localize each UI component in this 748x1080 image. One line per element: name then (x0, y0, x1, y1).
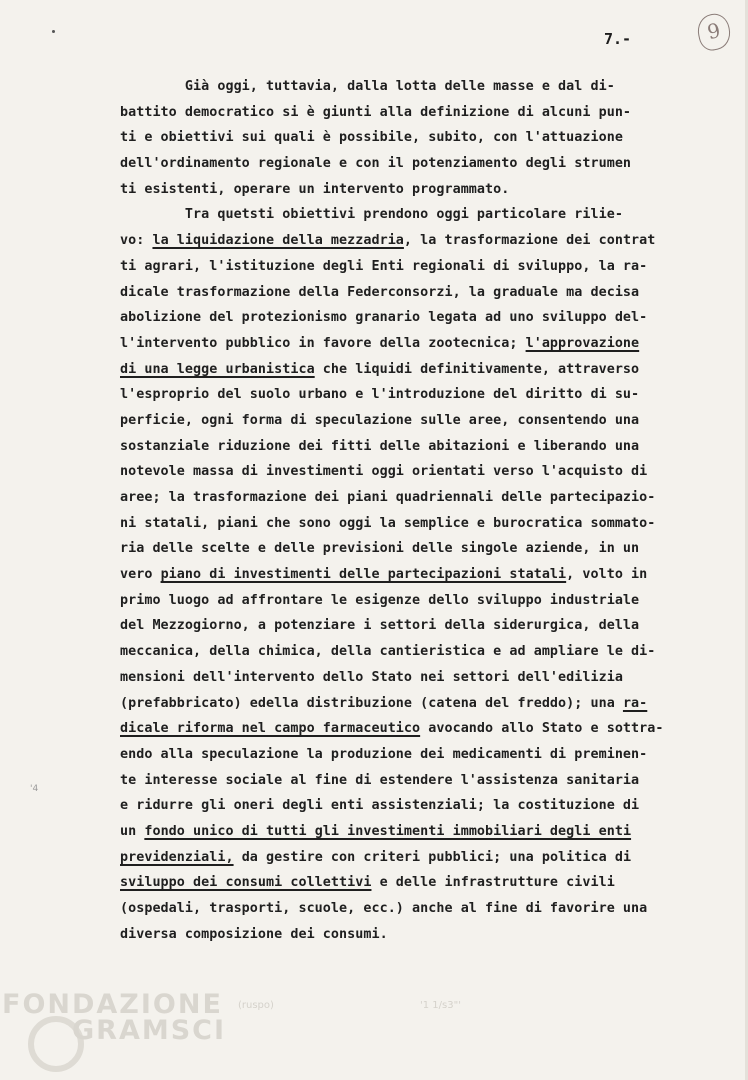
text-segment: dicale trasformazione della Federconsorzi, la graduale ma decisa (120, 284, 640, 300)
text-segment: , volto in (566, 567, 648, 583)
text-segment: vero (120, 567, 161, 583)
text-line (120, 459, 710, 485)
text-line (120, 357, 710, 383)
text-line (120, 511, 710, 537)
text-segment: da gestire con criteri pubblici; una politica di (233, 849, 632, 865)
text-line (120, 691, 710, 717)
text-line (120, 280, 710, 306)
ink-dot (52, 30, 55, 33)
watermark-line-1: FONDAZIONE (2, 989, 223, 1020)
text-line (120, 125, 710, 151)
text-line (120, 151, 710, 177)
text-line (120, 896, 710, 922)
text-line (120, 331, 710, 357)
underlined-phrase: l'approvazione (525, 335, 640, 351)
faint-bleed-text-2: '1 1/s3"' (420, 1000, 461, 1011)
text-line (120, 870, 710, 896)
text-segment: endo alla speculazione la produzione dei medicamenti di preminen- (120, 746, 648, 762)
text-segment: del Mezzogiorno, a potenziare i settori della siderurgica, della (120, 618, 640, 634)
text-segment: (ospedali, trasporti, scuole, ecc.) anche al fine di favorire una (120, 901, 648, 916)
text-line (120, 536, 710, 562)
text-segment: primo luogo ad affrontare le esigenze dello sviluppo industriale (120, 592, 640, 608)
underlined-phrase: piano di investimenti delle partecipazioni statali (160, 567, 567, 583)
text-segment: abolizione del protezionismo granario legata ad uno sviluppo del- (120, 310, 648, 326)
text-line (120, 588, 710, 614)
text-segment: sostanziale riduzione dei fitti delle abitazioni e liberando una (120, 438, 640, 454)
text-line (120, 742, 710, 768)
underlined-phrase: ra- (622, 695, 648, 711)
text-line (120, 845, 710, 871)
underlined-phrase: di una legge urbanistica (120, 361, 315, 377)
text-segment: diversa composizione dei consumi. (120, 926, 388, 942)
text-segment: e ridurre gli oneri degli enti assistenziali; la costituzione di (120, 798, 640, 814)
text-line (120, 562, 710, 588)
archive-page-stamp: 9 (695, 11, 734, 53)
text-line (120, 228, 710, 254)
text-segment: vo: (120, 233, 153, 249)
underlined-phrase: sviluppo dei consumi collettivi (120, 875, 372, 891)
text-segment: ni statali, piani che sono oggi la semplice e burocratica sommato- (120, 515, 656, 531)
text-segment: ti e obiettivi sui quali è possibile, subito, con l'attuazione (120, 130, 623, 146)
watermark-line-2: GRAMSCI (72, 1015, 227, 1046)
text-segment: l'esproprio del suolo urbano e l'introduzione del diritto di su- (120, 387, 640, 403)
archive-watermark (2, 989, 227, 1046)
text-segment: perficie, ogni forma di speculazione sulle aree, consentendo una (120, 412, 640, 428)
text-segment: aree; la trasformazione dei piani quadriennali delle partecipazio- (120, 490, 656, 505)
text-line (120, 434, 710, 460)
text-segment: (prefabbricato) edella distribuzione (catena del freddo); una (120, 695, 623, 711)
text-segment: che liquidi definitivamente, attraverso (314, 361, 640, 377)
text-line (120, 254, 710, 280)
text-segment: un (120, 823, 145, 839)
text-line (120, 665, 710, 691)
text-segment: te interesse sociale al fine di estendere l'assistenza sanitaria (120, 772, 640, 788)
underlined-phrase: fondo unico di tutti gli investimenti immobiliari degli enti (144, 823, 632, 839)
text-segment: battito democratico si è giunti alla definizione di alcuni pun- (120, 104, 632, 120)
text-segment: ria delle scelte e delle previsioni delle singole aziende, in un (120, 541, 640, 557)
underlined-phrase: la liquidazione della mezzadria (152, 233, 404, 249)
text-line (120, 74, 710, 100)
typewritten-body (120, 74, 710, 947)
text-segment: dell'ordinamento regionale e con il potenziamento degli strumen (120, 156, 632, 172)
text-line (120, 819, 710, 845)
text-segment: ti agrari, l'istituzione degli Enti regionali di sviluppo, la ra- (120, 258, 648, 274)
text-line (120, 613, 710, 639)
text-line (120, 485, 710, 511)
text-segment: mensioni dell'intervento dello Stato nei settori dell'edilizia (120, 669, 623, 685)
text-line (120, 716, 710, 742)
text-segment: ti esistenti, operare un intervento programmato. (120, 181, 510, 197)
text-segment: meccanica, della chimica, della cantieristica e ad ampliare le di- (120, 644, 656, 660)
text-line (120, 202, 710, 228)
text-segment: Tra quetsti obiettivi prendono oggi particolare rilie- (120, 207, 623, 223)
text-line (120, 100, 710, 126)
text-line (120, 408, 710, 434)
text-segment: avocando allo Stato e sottra- (420, 721, 664, 737)
margin-note: '4 (30, 784, 39, 794)
text-line (120, 922, 710, 948)
text-segment: e delle infrastrutture civili (371, 875, 615, 891)
faint-bleed-text-1: (ruspo) (238, 1000, 274, 1011)
text-line (120, 639, 710, 665)
text-line (120, 793, 710, 819)
text-line (120, 768, 710, 794)
text-line (120, 382, 710, 408)
text-segment: notevole massa di investimenti oggi orientati verso l'acquisto di (120, 464, 648, 480)
page-number: 7.- (604, 30, 632, 48)
text-segment: Già oggi, tuttavia, dalla lotta delle masse e dal di- (120, 79, 615, 94)
text-segment: , la trasformazione dei contrat (403, 233, 656, 249)
underlined-phrase: previdenziali, (120, 849, 234, 865)
text-line (120, 305, 710, 331)
text-segment: l'intervento pubblico in favore della zootecnica; (120, 335, 526, 351)
text-line (120, 177, 710, 203)
underlined-phrase: dicale riforma nel campo farmaceutico (120, 721, 421, 737)
